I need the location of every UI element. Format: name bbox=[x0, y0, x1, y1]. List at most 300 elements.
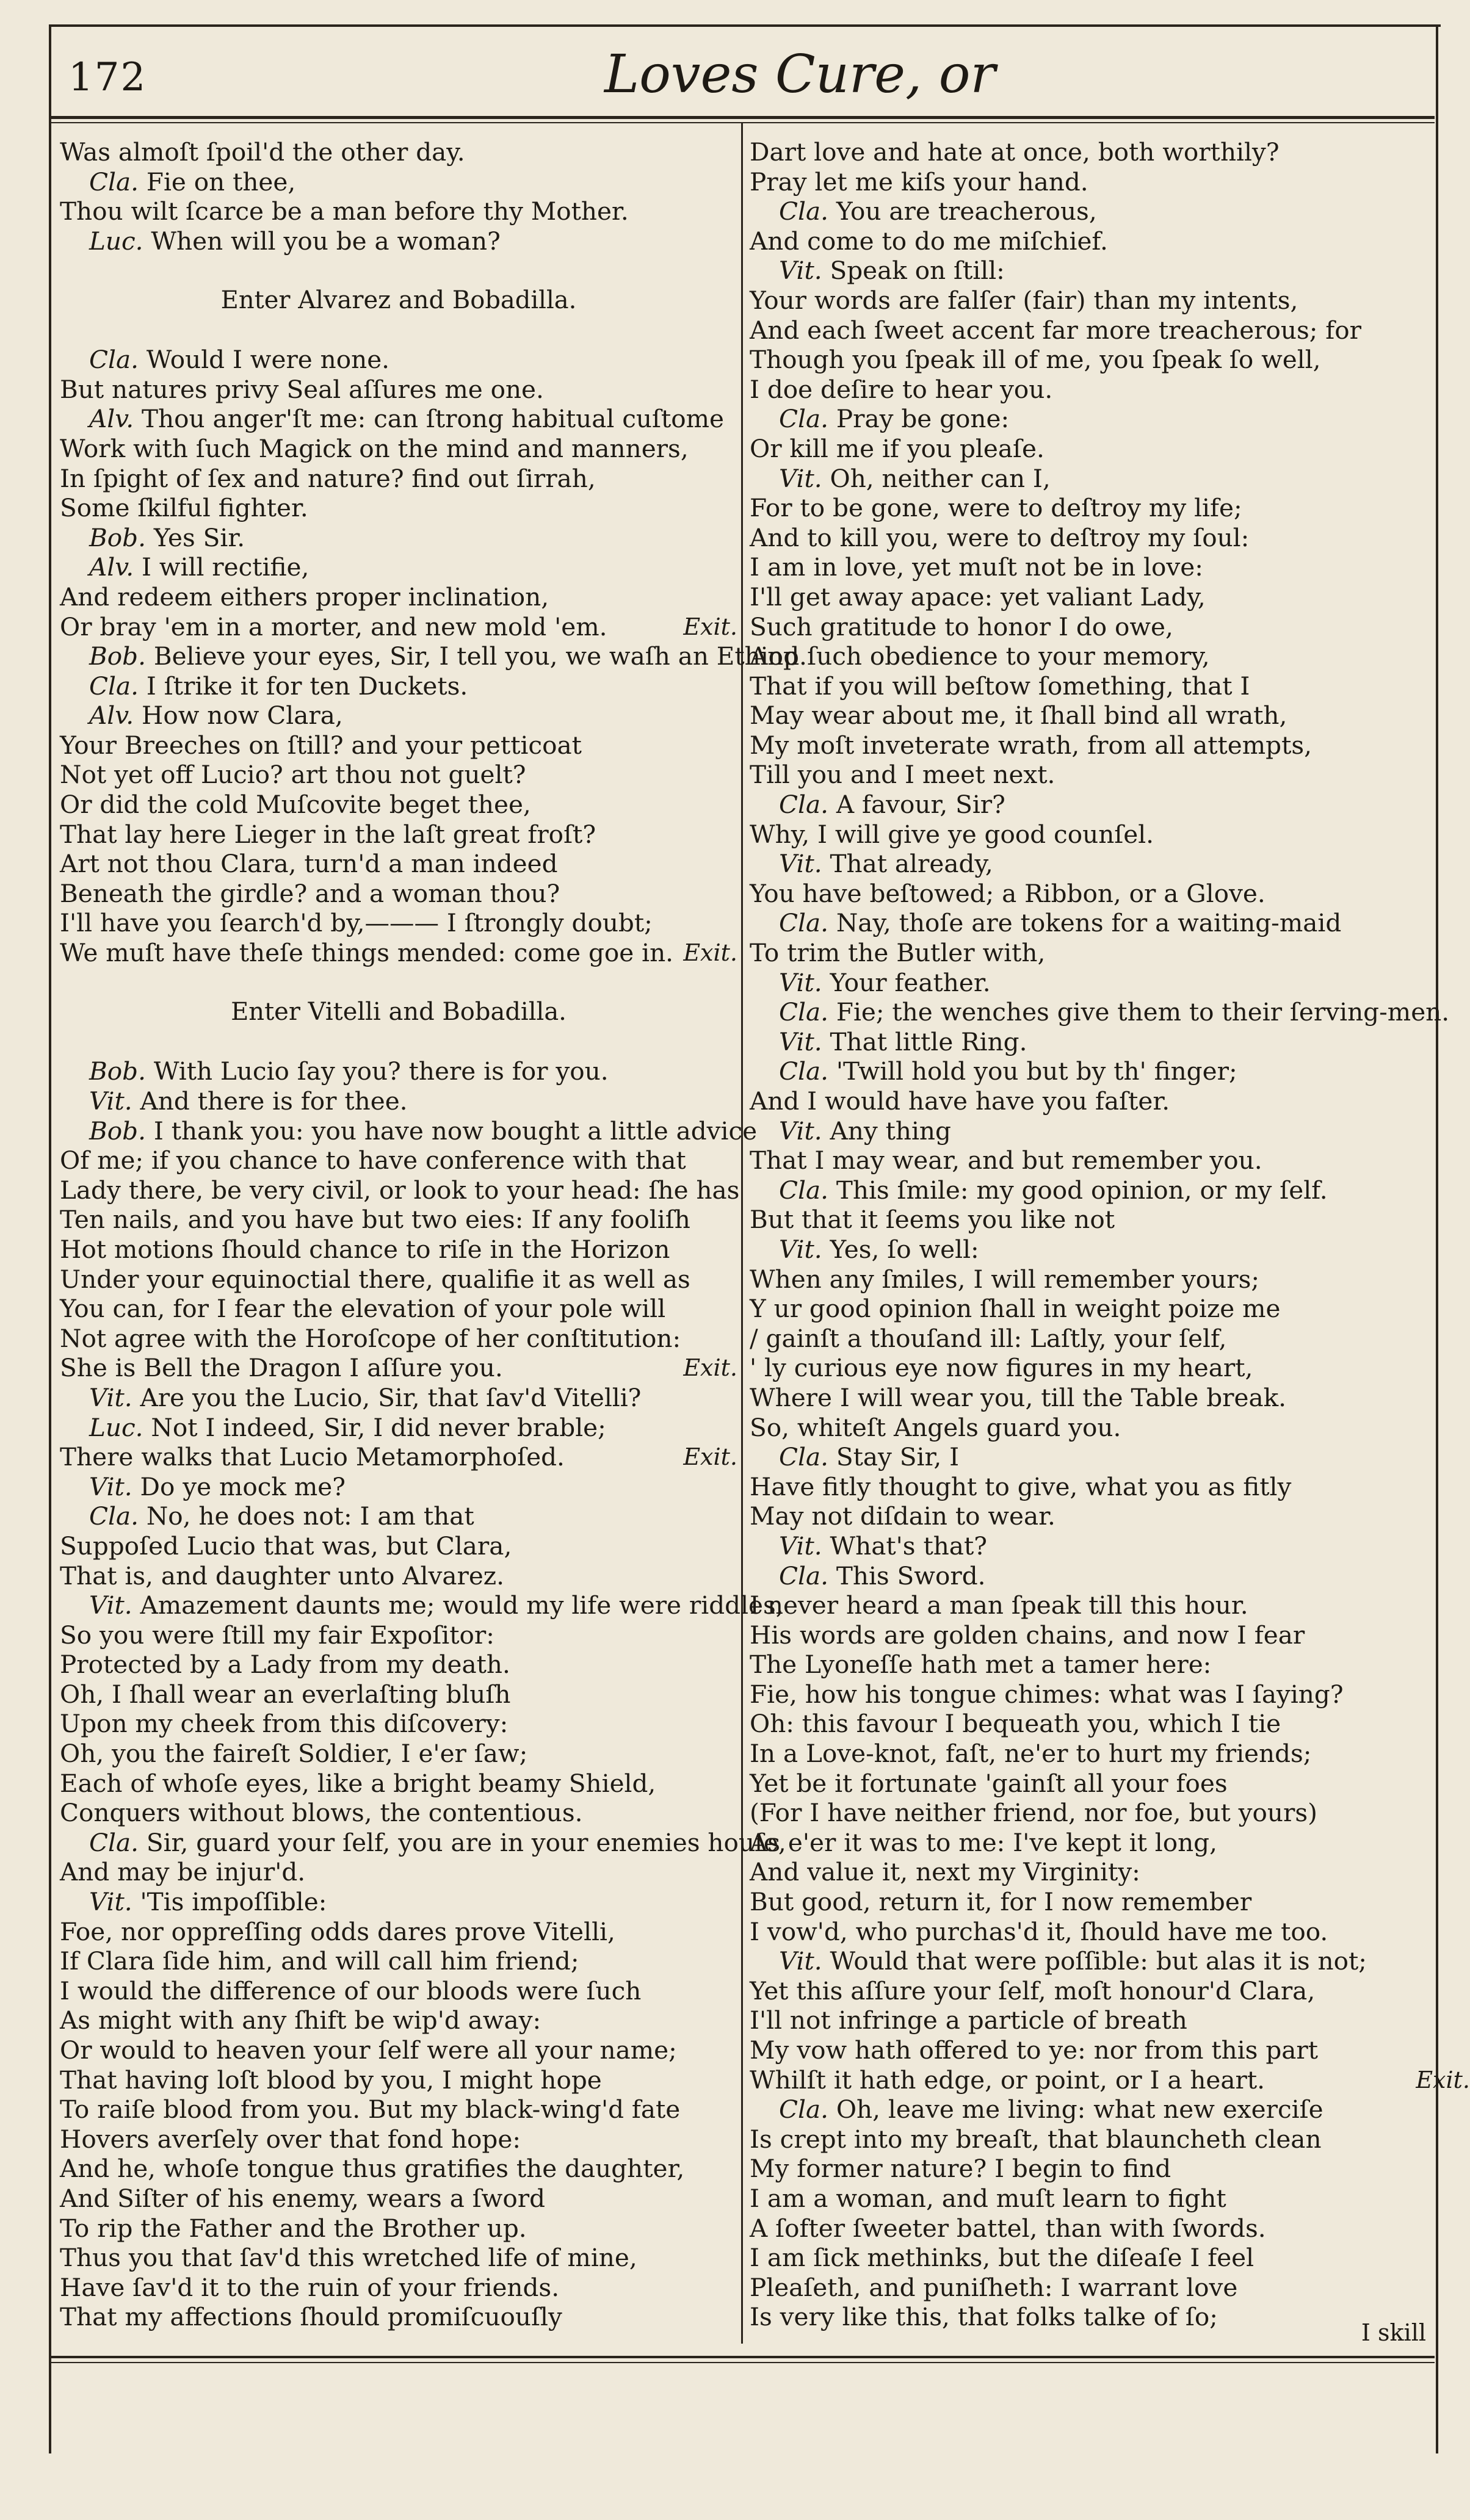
line-text: Yet this aſſure your ſelf, moſt honour'd Clara, bbox=[750, 1976, 1316, 2006]
line-text: My former nature? I begin to find bbox=[750, 2154, 1171, 2184]
text-line bbox=[750, 820, 1427, 850]
text-line bbox=[60, 2065, 737, 2095]
text-line bbox=[750, 790, 1427, 820]
line-text: Was almoſt ſpoil'd the other day. bbox=[60, 137, 465, 167]
text-line bbox=[60, 1265, 737, 1294]
line-text: Nay, thoſe are tokens for a waiting-maid bbox=[828, 908, 1342, 938]
text-line bbox=[750, 1857, 1427, 1887]
line-text: And there is for thee. bbox=[132, 1086, 408, 1116]
line-text: May not diſdain to wear. bbox=[750, 1501, 1055, 1531]
line-text: With Lucio ſay you? there is for you. bbox=[145, 1056, 609, 1086]
text-line bbox=[60, 1561, 737, 1591]
line-text: Fie, how his tongue chimes: what was I ſaying? bbox=[750, 1679, 1344, 1709]
text-line bbox=[60, 879, 737, 909]
text-line bbox=[60, 1116, 758, 1146]
text-line bbox=[750, 612, 1427, 642]
speaker-name: Vit. bbox=[779, 967, 822, 997]
header-rule bbox=[49, 116, 1435, 119]
speaker-name: Cla. bbox=[779, 1056, 828, 1086]
text-line bbox=[750, 1146, 1427, 1175]
line-text: Or bray 'em in a morter, and new mold 'em. bbox=[60, 612, 607, 641]
text-line bbox=[60, 1472, 737, 1502]
text-line bbox=[750, 2243, 1427, 2273]
running-title: Loves Cure, or bbox=[604, 44, 996, 105]
line-text: Dart love and hate at once, both worthily? bbox=[750, 137, 1280, 167]
text-line bbox=[60, 612, 737, 642]
line-text: Amazement daunts me; would my life were riddles, bbox=[132, 1590, 784, 1620]
bottom-rule-thin bbox=[49, 2362, 1435, 2363]
text-line bbox=[750, 1294, 1427, 1324]
text-line bbox=[750, 1828, 1427, 1858]
line-text: Thus you that ſav'd this wretched life of mine, bbox=[60, 2243, 637, 2273]
speaker-name: Cla. bbox=[779, 2095, 828, 2125]
line-text: 'Twill hold you but by th' finger; bbox=[828, 1056, 1237, 1086]
blank-line bbox=[60, 256, 737, 286]
text-line bbox=[750, 1027, 1427, 1057]
speaker-name: Cla. bbox=[89, 1501, 139, 1531]
text-line bbox=[750, 908, 1427, 938]
text-line bbox=[60, 1175, 740, 1205]
page-number: 172 bbox=[68, 55, 147, 100]
line-text: There walks that Lucio Metamorphoſed. bbox=[60, 1442, 565, 1472]
line-text: Ten nails, and you have but two eies: If any fooliſh bbox=[60, 1205, 690, 1235]
text-line bbox=[750, 1590, 1427, 1620]
line-text: Not yet off Lucio? art thou not guelt? bbox=[60, 760, 526, 790]
catchword: I skill bbox=[1361, 2319, 1426, 2346]
line-text: Pleaſeth, and puniſheth: I warrant love bbox=[750, 2272, 1238, 2302]
line-text: In ſpight of ſex and nature? find out ſirrah, bbox=[60, 463, 596, 493]
text-line bbox=[60, 434, 737, 464]
line-text: Suppoſed Lucio that was, but Clara, bbox=[60, 1531, 512, 1561]
speaker-name: Vit. bbox=[89, 1086, 132, 1116]
text-line bbox=[60, 2095, 737, 2125]
speaker-name: Cla. bbox=[779, 1175, 828, 1205]
line-text: Hot motions ſhould chance to riſe in the Horizon bbox=[60, 1234, 670, 1264]
text-line bbox=[750, 1056, 1427, 1086]
line-text: A ſofter ſweeter battel, than with ſwords. bbox=[750, 2213, 1266, 2243]
speaker-name: Cla. bbox=[779, 997, 828, 1027]
text-line bbox=[750, 1620, 1427, 1650]
text-line bbox=[60, 1650, 737, 1680]
line-text: May wear about me, it ſhall bind all wrath, bbox=[750, 701, 1287, 731]
line-text: Art not thou Clara, turn'd a man indeed bbox=[60, 849, 558, 879]
text-line bbox=[750, 968, 1427, 998]
speaker-name: Bob. bbox=[89, 522, 146, 552]
text-line bbox=[60, 167, 737, 197]
right-column bbox=[750, 137, 1470, 2332]
line-text: Speak on ſtill: bbox=[822, 256, 1005, 286]
line-text: / gainſt a thouſand ill: Laſtly, your ſelf, bbox=[750, 1323, 1227, 1353]
line-text: Your feather. bbox=[822, 967, 991, 997]
text-line bbox=[750, 493, 1427, 523]
text-line bbox=[60, 908, 737, 938]
text-line bbox=[750, 938, 1427, 968]
line-text: And value it, next my Virginity: bbox=[750, 1857, 1140, 1887]
speaker-name: Vit. bbox=[89, 1382, 132, 1412]
line-text: In a Love-knot, faſt, ne'er to hurt my friends; bbox=[750, 1739, 1312, 1769]
line-text: I'll not infringe a particle of breath bbox=[750, 2006, 1187, 2035]
text-line bbox=[60, 1501, 737, 1531]
exit-direction: Exit. bbox=[683, 939, 737, 967]
line-text: Yes, ſo well: bbox=[822, 1234, 979, 1264]
line-text: His words are golden chains, and now I fear bbox=[750, 1620, 1305, 1650]
text-line bbox=[60, 701, 737, 731]
line-text: No, he does not: I am that bbox=[138, 1501, 474, 1531]
text-line bbox=[750, 1501, 1427, 1531]
line-text: That I may wear, and but remember you. bbox=[750, 1146, 1262, 1175]
line-text: Protected by a Lady from my death. bbox=[60, 1650, 510, 1680]
line-text: But natures privy Seal aſſures me one. bbox=[60, 374, 544, 404]
text-line bbox=[750, 760, 1427, 790]
speaker-name: Cla. bbox=[89, 345, 139, 375]
stage-direction: Enter Alvarez and Bobadilla. bbox=[220, 286, 577, 314]
line-text: Pray let me kiſs your hand. bbox=[750, 167, 1088, 197]
line-text: Of me; if you chance to have conference with that bbox=[60, 1146, 686, 1175]
text-line bbox=[750, 137, 1427, 167]
line-text: This ſmile: my good opinion, or my ſelf. bbox=[828, 1175, 1328, 1205]
text-line bbox=[60, 1413, 737, 1443]
speaker-name: Bob. bbox=[89, 1116, 146, 1146]
line-text: Till you and I meet next. bbox=[750, 760, 1055, 790]
line-text: To trim the Butler with, bbox=[750, 938, 1046, 968]
text-line bbox=[750, 2302, 1427, 2332]
line-text: Have fitly thought to give, what you as fitly bbox=[750, 1471, 1292, 1501]
line-text: Yes Sir. bbox=[145, 522, 245, 552]
text-line bbox=[60, 1442, 737, 1472]
text-line bbox=[750, 997, 1450, 1027]
speaker-name: Cla. bbox=[779, 404, 828, 434]
text-line bbox=[750, 1769, 1427, 1799]
text-line bbox=[750, 2006, 1427, 2035]
text-line bbox=[60, 1294, 737, 1324]
speaker-name: Cla. bbox=[779, 908, 828, 938]
line-text: Such gratitude to honor I do owe, bbox=[750, 612, 1173, 641]
line-text: So, whiteſt Angels guard you. bbox=[750, 1412, 1121, 1442]
line-text: Your words are falſer (fair) than my intents, bbox=[750, 285, 1298, 315]
text-line bbox=[750, 404, 1427, 434]
line-text: Whilſt it hath edge, or point, or I a heart. bbox=[750, 2065, 1265, 2095]
text-line bbox=[60, 2006, 737, 2035]
line-text: Y ur good opinion ſhall in weight poize me bbox=[750, 1294, 1281, 1324]
text-line bbox=[750, 1561, 1427, 1591]
text-line bbox=[60, 2184, 737, 2214]
text-line bbox=[60, 493, 737, 523]
text-line bbox=[750, 1650, 1427, 1680]
line-text: She is Bell the Dragon I aſſure you. bbox=[60, 1353, 503, 1383]
column-divider bbox=[741, 122, 743, 2344]
text-line bbox=[60, 1917, 737, 1947]
line-text: That if you will beſtow ſomething, that I bbox=[750, 671, 1250, 701]
line-text: You are treacherous, bbox=[828, 197, 1097, 226]
line-text: Is very like this, that folks talke of ſo; bbox=[750, 2302, 1218, 2332]
text-line bbox=[60, 404, 737, 434]
text-line bbox=[750, 316, 1427, 345]
text-line bbox=[60, 226, 737, 256]
text-line bbox=[60, 552, 737, 582]
speaker-name: Luc. bbox=[89, 1412, 143, 1442]
line-text: Or would to heaven your ſelf were all your name; bbox=[60, 2035, 677, 2065]
speaker-name: Vit. bbox=[779, 1531, 822, 1561]
left-column bbox=[60, 137, 807, 2332]
blank-line bbox=[60, 968, 737, 998]
text-line bbox=[60, 1205, 737, 1235]
speaker-name: Cla. bbox=[89, 671, 139, 701]
text-line bbox=[60, 1620, 737, 1650]
speaker-name: Vit. bbox=[779, 463, 822, 493]
text-line bbox=[60, 197, 737, 226]
line-text: That little Ring. bbox=[822, 1027, 1027, 1056]
line-text: Lady there, be very civil, or look to your head: ſhe has bbox=[60, 1175, 740, 1205]
line-text: Or did the cold Muſcovite beget thee, bbox=[60, 790, 531, 820]
line-text: As e'er it was to me: I've kept it long, bbox=[750, 1827, 1217, 1857]
line-text: I am in love, yet muſt not be in love: bbox=[750, 552, 1203, 582]
text-line bbox=[750, 375, 1427, 405]
text-line bbox=[750, 2214, 1427, 2244]
text-line bbox=[60, 1798, 737, 1828]
speaker-name: Cla. bbox=[779, 790, 828, 820]
top-border bbox=[49, 24, 1441, 27]
text-line bbox=[750, 1086, 1427, 1116]
text-line bbox=[60, 1086, 737, 1116]
text-line bbox=[750, 1472, 1427, 1502]
text-line bbox=[60, 1709, 737, 1739]
text-line bbox=[750, 1946, 1427, 1976]
exit-direction: Exit. bbox=[1416, 2066, 1470, 2093]
line-text: I thank you: you have now bought a little advice bbox=[145, 1116, 758, 1146]
speaker-name: Cla. bbox=[779, 1442, 828, 1472]
line-text: Would I were none. bbox=[138, 345, 390, 375]
text-line bbox=[60, 671, 737, 701]
line-text: This Sword. bbox=[828, 1561, 986, 1590]
line-text: And come to do me miſchief. bbox=[750, 226, 1108, 256]
text-line bbox=[750, 1709, 1427, 1739]
text-line bbox=[750, 1798, 1427, 1828]
line-text: Have ſav'd it to the ruin of your friends. bbox=[60, 2272, 560, 2302]
text-line bbox=[60, 345, 737, 375]
line-text: And he, whoſe tongue thus gratifies the daughter, bbox=[60, 2154, 685, 2184]
text-line bbox=[60, 1056, 737, 1086]
text-line bbox=[60, 1827, 786, 1858]
text-line bbox=[750, 197, 1427, 226]
line-text: That my affections ſhould promiſcuouſly bbox=[60, 2302, 562, 2332]
text-line bbox=[60, 938, 737, 968]
text-line bbox=[60, 1680, 737, 1709]
line-text: Each of whoſe eyes, like a bright beamy Shield, bbox=[60, 1768, 656, 1798]
text-line bbox=[60, 1146, 737, 1175]
line-text: That is, and daughter unto Alvarez. bbox=[60, 1561, 505, 1590]
line-text: Fie on thee, bbox=[138, 167, 296, 197]
text-line bbox=[750, 1531, 1427, 1561]
speaker-name: Vit. bbox=[779, 849, 822, 879]
line-text: For to be gone, were to deſtroy my life; bbox=[750, 493, 1242, 523]
text-line bbox=[750, 1383, 1427, 1413]
text-line bbox=[750, 1324, 1427, 1354]
text-line bbox=[750, 1413, 1427, 1443]
text-line bbox=[750, 1887, 1427, 1917]
text-line bbox=[60, 731, 737, 760]
text-line bbox=[60, 849, 737, 879]
speaker-name: Alv. bbox=[89, 552, 134, 582]
text-line bbox=[750, 2273, 1427, 2303]
text-line bbox=[60, 375, 737, 405]
text-line bbox=[60, 1739, 737, 1769]
line-text: You have beſtowed; a Ribbon, or a Glove. bbox=[750, 878, 1265, 908]
line-text: That having loſt blood by you, I might hope bbox=[60, 2065, 602, 2095]
line-text: Fie; the wenches give them to their ſerving-men. bbox=[828, 997, 1450, 1027]
line-text: ' ly curious eye now figures in my heart, bbox=[750, 1353, 1253, 1383]
line-text: Oh, leave me living: what new exerciſe bbox=[828, 2095, 1323, 2125]
text-line bbox=[60, 2214, 737, 2244]
speaker-name: Cla. bbox=[89, 167, 139, 197]
text-line bbox=[750, 731, 1427, 760]
blank-line bbox=[60, 316, 737, 345]
text-line bbox=[750, 1235, 1427, 1265]
text-line bbox=[60, 2154, 737, 2184]
line-text: Work with ſuch Magick on the mind and manners, bbox=[60, 433, 689, 463]
speaker-name: Vit. bbox=[779, 256, 822, 286]
text-line bbox=[60, 1769, 737, 1799]
line-text: My moſt inveterate wrath, from all attempts, bbox=[750, 730, 1312, 760]
text-line bbox=[750, 523, 1427, 553]
speaker-name: Cla. bbox=[779, 1561, 828, 1590]
line-text: Oh, you the faireſt Soldier, I e'er ſaw; bbox=[60, 1739, 528, 1769]
line-text: 'Tis impoſſible: bbox=[132, 1887, 327, 1917]
line-text: Some ſkilful fighter. bbox=[60, 493, 308, 523]
text-line bbox=[750, 2125, 1427, 2154]
line-text: When will you be a woman? bbox=[143, 226, 501, 256]
text-line bbox=[750, 167, 1427, 197]
text-line bbox=[750, 1265, 1427, 1294]
line-text: And redeem eithers proper inclination, bbox=[60, 582, 549, 612]
text-line bbox=[750, 2065, 1470, 2095]
line-text: Though you ſpeak ill of me, you ſpeak ſo well, bbox=[750, 345, 1321, 375]
text-line bbox=[60, 582, 737, 612]
text-line bbox=[750, 345, 1427, 375]
stage-direction: Enter Vitelli and Bobadilla. bbox=[231, 998, 567, 1027]
speaker-name: Cla. bbox=[89, 1827, 139, 1857]
text-line bbox=[750, 1917, 1427, 1947]
text-line bbox=[750, 552, 1427, 582]
text-line bbox=[60, 2243, 737, 2273]
text-line bbox=[60, 2273, 737, 2303]
line-text: I'll have you ſearch'd by,——— I ſtrongly doubt; bbox=[60, 908, 653, 938]
line-text: Conquers without blows, the contentious. bbox=[60, 1798, 583, 1828]
line-text: Or kill me if you pleaſe. bbox=[750, 433, 1045, 463]
text-line bbox=[60, 2035, 737, 2065]
line-text: Sir, guard your ſelf, you are in your enemies houſe, bbox=[138, 1827, 786, 1857]
line-text: How now Clara, bbox=[134, 701, 343, 731]
line-text: Not I indeed, Sir, I did never brable; bbox=[143, 1412, 606, 1442]
line-text: I will rectifie, bbox=[134, 552, 310, 582]
text-line bbox=[750, 2035, 1427, 2065]
line-text: Oh: this favour I bequeath you, which I tie bbox=[750, 1709, 1281, 1739]
line-text: I'll get away apace: yet valiant Lady, bbox=[750, 582, 1206, 612]
line-text: Not agree with the Horoſcope of her conſtitution: bbox=[60, 1323, 681, 1353]
line-text: Thou anger'ſt me: can ſtrong habitual cuſtome bbox=[134, 404, 725, 434]
line-text: Your Breeches on ſtill? and your petticoat bbox=[60, 730, 582, 760]
text-line bbox=[750, 1353, 1427, 1383]
text-line bbox=[60, 1324, 737, 1354]
line-text: We muſt have theſe things mended: come goe in. bbox=[60, 938, 674, 968]
line-text: I would the difference of our bloods were ſuch bbox=[60, 1976, 642, 2006]
line-text: You can, for I fear the elevation of your pole will bbox=[60, 1294, 666, 1324]
text-line bbox=[60, 1383, 737, 1413]
line-text: I am ſick methinks, but the diſeaſe I feel bbox=[750, 2243, 1255, 2273]
line-text: Upon my cheek from this diſcovery: bbox=[60, 1709, 509, 1739]
line-text: As might with any ſhift be wip'd away: bbox=[60, 2006, 541, 2035]
text-line bbox=[60, 523, 737, 553]
line-text: And ſuch obedience to your memory, bbox=[750, 641, 1210, 671]
text-line bbox=[750, 1116, 1427, 1146]
speaker-name: Cla. bbox=[779, 197, 828, 226]
text-line bbox=[750, 701, 1427, 731]
line-text: And I would have have you faſter. bbox=[750, 1086, 1170, 1116]
text-line bbox=[60, 790, 737, 820]
text-line bbox=[750, 2095, 1427, 2125]
line-text: Pray be gone: bbox=[828, 404, 1010, 434]
text-line bbox=[60, 760, 737, 790]
text-line bbox=[750, 582, 1427, 612]
speaker-name: Bob. bbox=[89, 641, 146, 671]
line-text: To raiſe blood from you. But my black-wing'd fate bbox=[60, 2095, 681, 2125]
line-text: Any thing bbox=[822, 1116, 951, 1146]
line-text: Oh, I ſhall wear an everlaſting bluſh bbox=[60, 1679, 511, 1709]
line-text: That already, bbox=[822, 849, 993, 879]
text-line bbox=[60, 641, 807, 671]
text-line bbox=[750, 1175, 1427, 1205]
text-line bbox=[750, 256, 1427, 286]
text-line bbox=[60, 1946, 737, 1976]
line-text: If Clara ſide him, and will call him friend; bbox=[60, 1946, 579, 1976]
text-line bbox=[750, 2154, 1427, 2184]
speaker-name: Vit. bbox=[89, 1887, 132, 1917]
exit-direction: Exit. bbox=[683, 613, 737, 640]
line-text: That lay here Lieger in the laſt great froſt? bbox=[60, 819, 596, 849]
text-line bbox=[750, 1739, 1427, 1769]
line-text: And to kill you, were to deſtroy my ſoul: bbox=[750, 522, 1250, 552]
text-line bbox=[60, 1235, 737, 1265]
speaker-name: Vit. bbox=[779, 1116, 822, 1146]
speaker-name: Vit. bbox=[779, 1027, 822, 1056]
line-text: But good, return it, for I now remember bbox=[750, 1887, 1252, 1917]
text-line bbox=[750, 286, 1427, 316]
line-text: And may be injur'd. bbox=[60, 1857, 306, 1887]
text-line bbox=[60, 1590, 784, 1620]
line-text: Thou wilt ſcarce be a man before thy Mother. bbox=[60, 197, 629, 226]
speaker-name: Vit. bbox=[779, 1234, 822, 1264]
text-line bbox=[750, 879, 1427, 909]
text-line bbox=[60, 1531, 737, 1561]
blank-line bbox=[60, 1027, 737, 1057]
line-text: What's that? bbox=[822, 1531, 987, 1561]
text-line bbox=[60, 2302, 737, 2332]
text-line bbox=[750, 1442, 1427, 1472]
speaker-name: Bob. bbox=[89, 1056, 146, 1086]
line-text: And each ſweet accent far more treacherous; for bbox=[750, 315, 1362, 345]
line-text: When any ſmiles, I will remember yours; bbox=[750, 1264, 1260, 1294]
text-line bbox=[750, 849, 1427, 879]
text-line bbox=[750, 1680, 1427, 1709]
line-text: A favour, Sir? bbox=[828, 790, 1005, 820]
line-text: The Lyoneſſe hath met a tamer here: bbox=[750, 1650, 1212, 1680]
line-text: I ſtrike it for ten Duckets. bbox=[138, 671, 468, 701]
text-line bbox=[750, 434, 1427, 464]
text-line bbox=[60, 137, 737, 167]
speaker-name: Alv. bbox=[89, 404, 134, 434]
speaker-name: Vit. bbox=[89, 1590, 132, 1620]
speaker-name: Vit. bbox=[779, 1946, 822, 1976]
speaker-name: Alv. bbox=[89, 701, 134, 731]
